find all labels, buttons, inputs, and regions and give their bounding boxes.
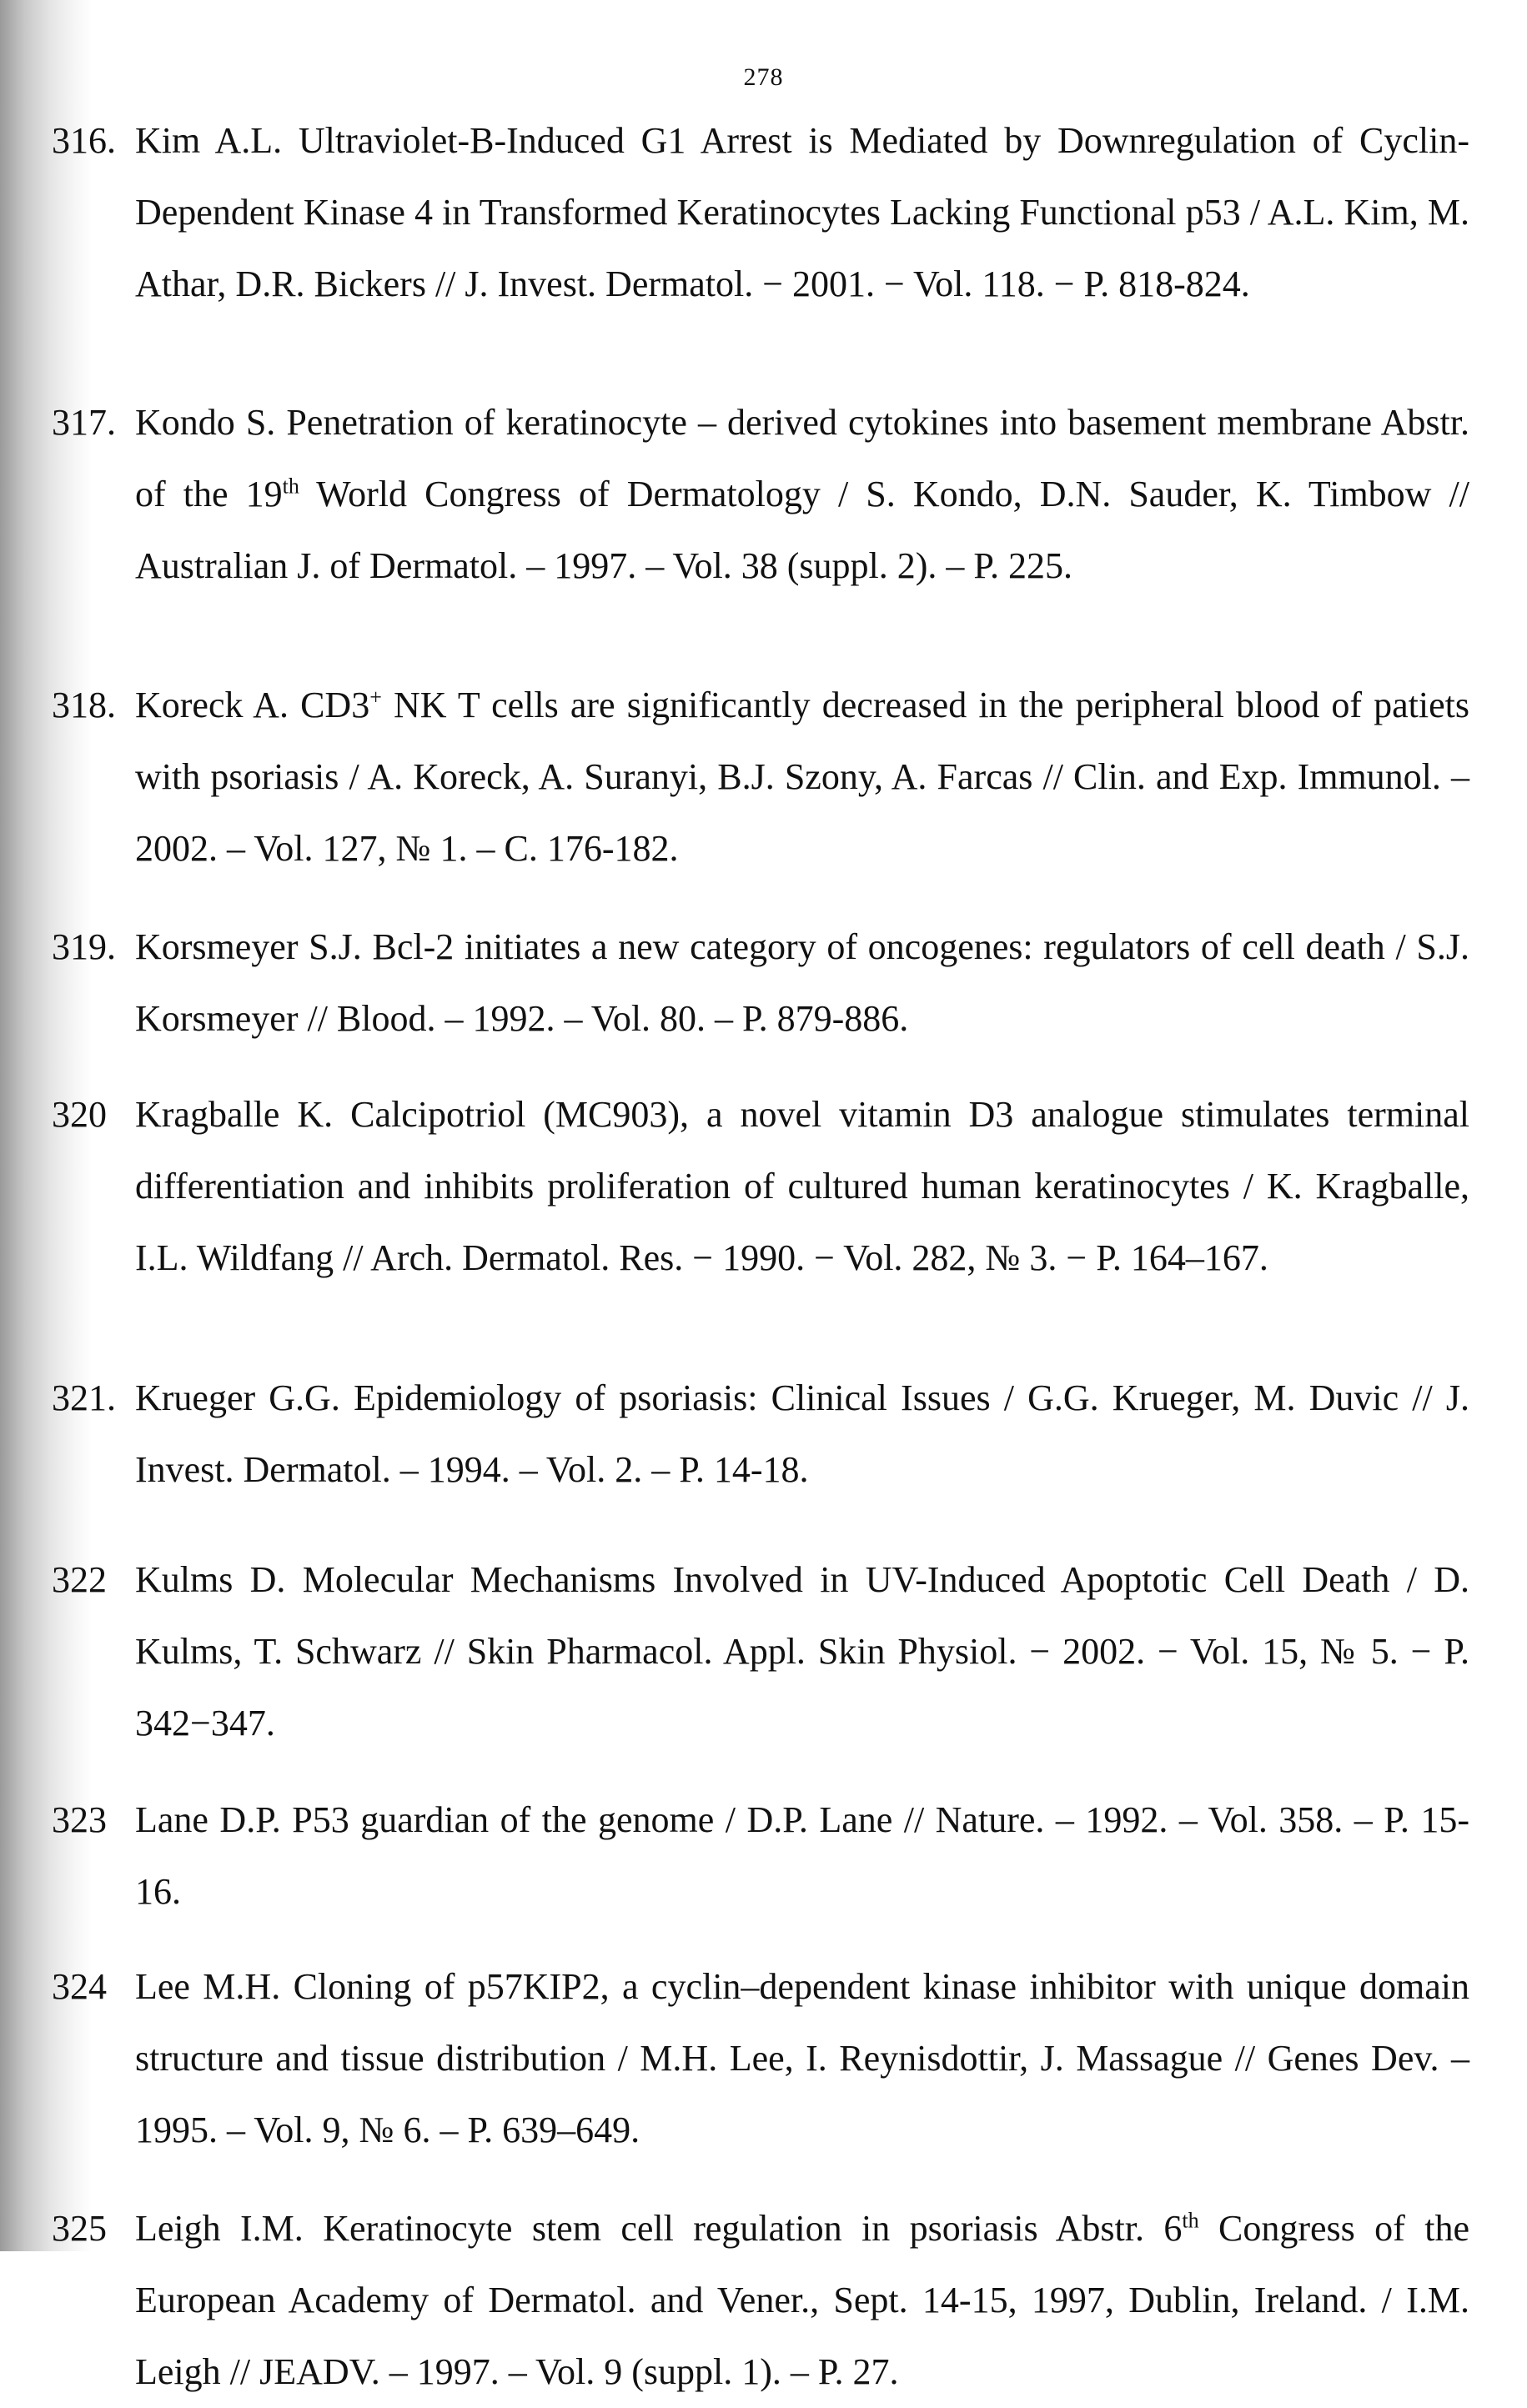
reference-entry xyxy=(52,670,1469,885)
reference-entry xyxy=(52,1362,1469,1506)
reference-number: 318. xyxy=(52,685,116,725)
reference-number: 316. xyxy=(52,120,116,161)
reference-text xyxy=(135,1784,1469,1928)
reference-text-segment: Congress of the European Academy of Dermatol. and Vener., Sept. 14-15, 1997, Dublin, Ireland. / I.M. Leigh // JEADV. – 1997. – Vol. 9 (suppl. 1). – P. 27. xyxy=(135,2208,1469,2392)
reference-text-segment: Koreck A. CD3 xyxy=(135,685,370,725)
superscript: + xyxy=(369,685,382,710)
reference-text-segment: Kim A.L. Ultraviolet-B-Induced G1 Arrest is Mediated by Downregulation of Cyclin-Dependent Kinase 4 in Transformed Keratinocytes Lacking Functional p53 / A.L. Kim, M. Athar, D.R. Bickers // J. Invest. Dermatol. − 2001. − Vol. 118. − P. 818-824. xyxy=(135,120,1469,304)
reference-number: 320 xyxy=(52,1094,107,1135)
reference-text xyxy=(135,911,1469,1055)
reference-entry xyxy=(52,105,1469,320)
reference-entry xyxy=(52,911,1469,1055)
reference-number: 317. xyxy=(52,402,116,443)
reference-entry xyxy=(52,2193,1469,2408)
reference-text xyxy=(135,1079,1469,1294)
reference-text-segment: Kondo S. Penetration of keratinocyte – derived cytokines into basement membrane Abstr. of the 19 xyxy=(135,402,1469,514)
reference-text-segment: NK T cells are significantly decreased in the peripheral blood of patiets with psoriasis / A. Koreck, A. Suranyi, B.J. Szony, A. Farcas // Clin. and Exp. Immunol. – 2002. – Vol. 127, № 1. – C. 176-182. xyxy=(135,685,1469,869)
reference-number: 319. xyxy=(52,926,116,967)
reference-text-segment: Lee M.H. Cloning of p57KIP2, a cyclin–dependent kinase inhibitor with unique domain structure and tissue distribution / M.H. Lee, I. Reynisdottir, J. Massague // Genes Dev. – 1995. – Vol. 9, № 6. – P. 639–649. xyxy=(135,1966,1469,2150)
reference-text xyxy=(135,1951,1469,2166)
reference-text xyxy=(135,387,1469,602)
reference-number: 324 xyxy=(52,1966,107,2007)
reference-text-segment: Kragballe K. Calcipotriol (MC903), a novel vitamin D3 analogue stimulates terminal differentiation and inhibits proliferation of cultured human keratinocytes / K. Kragballe, I.L. Wildfang // Arch. Dermatol. Res. − 1990. − Vol. 282, № 3. − P. 164–167. xyxy=(135,1094,1469,1278)
reference-entry xyxy=(52,1784,1469,1928)
reference-text-segment: World Congress of Dermatology / S. Kondo, D.N. Sauder, K. Timbow // Australian J. of Dermatol. – 1997. – Vol. 38 (suppl. 2). – P. 225. xyxy=(135,474,1470,586)
reference-entry xyxy=(52,1951,1469,2166)
reference-text xyxy=(135,670,1469,885)
reference-entry xyxy=(52,387,1469,602)
superscript: th xyxy=(1182,2208,1199,2233)
reference-number: 322 xyxy=(52,1559,107,1600)
reference-text-segment: Lane D.P. P53 guardian of the genome / D.P. Lane // Nature. – 1992. – Vol. 358. – P. 15-16. xyxy=(135,1799,1469,1912)
reference-number: 321. xyxy=(52,1377,116,1418)
reference-number: 323 xyxy=(52,1799,107,1840)
reference-entry xyxy=(52,1079,1469,1294)
reference-text xyxy=(135,1544,1469,1759)
reference-text-segment: Kulms D. Molecular Mechanisms Involved in UV-Induced Apoptotic Cell Death / D. Kulms, T. Schwarz // Skin Pharmacol. Appl. Skin Physiol. − 2002. − Vol. 15, № 5. − P. 342−347. xyxy=(135,1559,1469,1743)
reference-text xyxy=(135,1362,1469,1506)
reference-text-segment: Krueger G.G. Epidemiology of psoriasis: Clinical Issues / G.G. Krueger, M. Duvic // J. Invest. Dermatol. – 1994. – Vol. 2. – P. 14-18. xyxy=(135,1377,1469,1490)
reference-text-segment: Korsmeyer S.J. Bcl-2 initiates a new category of oncogenes: regulators of cell death / S.J. Korsmeyer // Blood. – 1992. – Vol. 80. – P. 879-886. xyxy=(135,926,1469,1039)
reference-number: 325 xyxy=(52,2208,107,2249)
page-number: 278 xyxy=(743,63,784,91)
reference-text-segment: Leigh I.M. Keratinocyte stem cell regulation in psoriasis Abstr. 6 xyxy=(135,2208,1183,2249)
superscript: th xyxy=(282,474,299,499)
reference-entry xyxy=(52,1544,1469,1759)
reference-text xyxy=(135,2193,1469,2408)
reference-text xyxy=(135,105,1469,320)
